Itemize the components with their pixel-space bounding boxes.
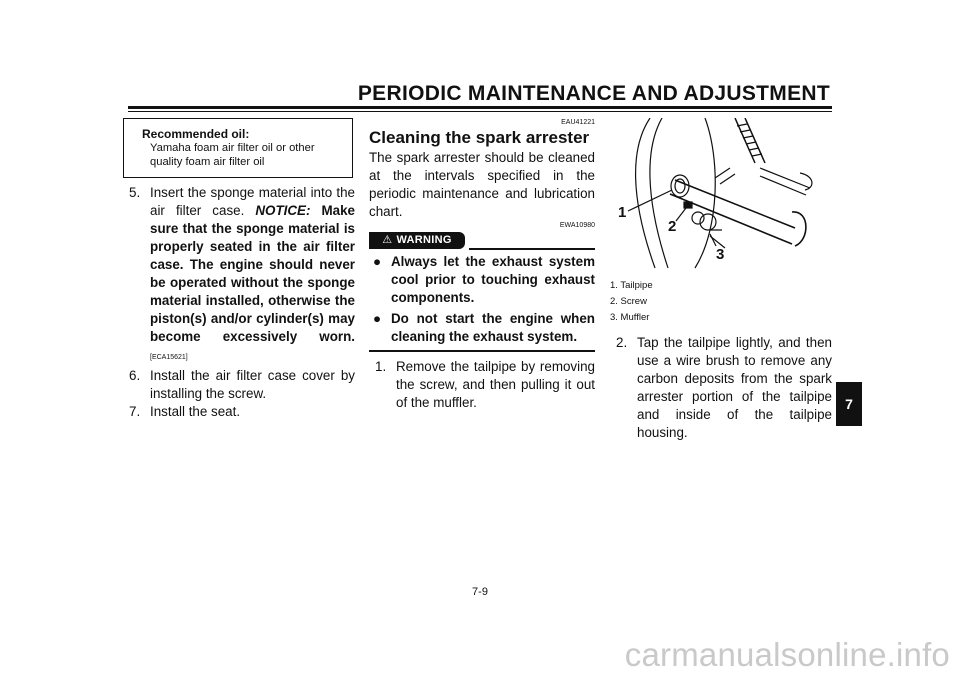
step-7 <box>123 403 355 421</box>
section-title: Cleaning the spark arrester <box>369 128 590 147</box>
recommended-oil-value-line1: Yamaha foam air filter oil or other <box>150 142 315 154</box>
warning-bullet-2 <box>369 310 595 346</box>
header-rule <box>128 106 832 109</box>
notice-text: Make sure that the sponge material is properly seated in the air filter case. The engine should never be operated without the sponge material installed, otherwise the piston(s) and/or cylinder(s) may become excessively worn. <box>150 203 355 344</box>
notice-label: NOTICE: <box>255 203 311 218</box>
page-number: 7-9 <box>472 586 488 598</box>
tailpipe-illustration <box>610 118 820 270</box>
warning-triangle-icon: ⚠ <box>382 234 393 246</box>
bullet-dot-icon: ● <box>373 311 382 326</box>
step-text: Remove the tailpipe by removing the screw, and then pulling it out of the muffler. <box>396 359 595 410</box>
step-text: Install the seat. <box>150 404 241 419</box>
recommended-oil-label: Recommended oil: <box>142 127 250 141</box>
left-column <box>123 118 355 421</box>
warning-code: EWA10980 <box>559 222 595 229</box>
step-number: 1. <box>375 359 387 374</box>
recommended-oil-box <box>123 118 353 178</box>
step-2 <box>610 334 832 442</box>
watermark-text: carmanualsonline.info <box>624 636 950 673</box>
warning-rule <box>469 248 595 250</box>
step-text: Insert the sponge material into the air filter case. <box>150 185 355 218</box>
chapter-tab: 7 <box>836 382 862 426</box>
figure-legend <box>610 278 832 326</box>
step-number: 2. <box>616 335 628 350</box>
legend-item-tailpipe: 1. Tailpipe <box>610 280 653 291</box>
section-intro: The spark arrester should be cleaned at the intervals specified in the periodic maintenance and lubrication chart. <box>369 150 595 219</box>
step-number: 7. <box>129 404 141 419</box>
figure-callout-3: 3 <box>716 246 725 263</box>
figure-callout-2: 2 <box>668 218 677 235</box>
warning-end-rule <box>369 350 595 352</box>
warning-bullet-text: Do not start the engine when cleaning the exhaust system. <box>391 311 595 344</box>
bullet-dot-icon: ● <box>373 254 382 269</box>
middle-column <box>369 118 595 412</box>
section-code: EAU41221 <box>561 119 595 126</box>
step-number: 5. <box>129 185 141 200</box>
step-5 <box>123 184 355 367</box>
tailpipe-drawing <box>610 118 820 270</box>
step-number: 6. <box>129 368 141 383</box>
step-1 <box>369 358 595 412</box>
warning-label: WARNING <box>396 234 452 246</box>
step-6 <box>123 367 355 403</box>
header-rule-thin <box>128 111 832 112</box>
figure-callout-1: 1 <box>618 204 627 221</box>
legend-item-screw: 2. Screw <box>610 296 647 307</box>
step-text: Install the air filter case cover by installing the screw. <box>150 368 355 401</box>
warning-bullet-1 <box>369 253 595 307</box>
page-header-title: PERIODIC MAINTENANCE AND ADJUSTMENT <box>357 82 830 105</box>
legend-item-muffler: 3. Muffler <box>610 312 650 323</box>
right-column <box>610 118 832 442</box>
step-text: Tap the tailpipe lightly, and then use a wire brush to remove any carbon deposits from the spark arrester portion of the tailpipe and inside of the tailpipe housing. <box>637 335 832 440</box>
recommended-oil-value-line2: quality foam air filter oil <box>150 156 265 168</box>
notice-code: [ECA15621] <box>150 354 188 361</box>
warning-header <box>369 232 595 250</box>
warning-bullet-text: Always let the exhaust system cool prior to touching exhaust components. <box>391 254 595 305</box>
warning-badge <box>369 232 465 249</box>
